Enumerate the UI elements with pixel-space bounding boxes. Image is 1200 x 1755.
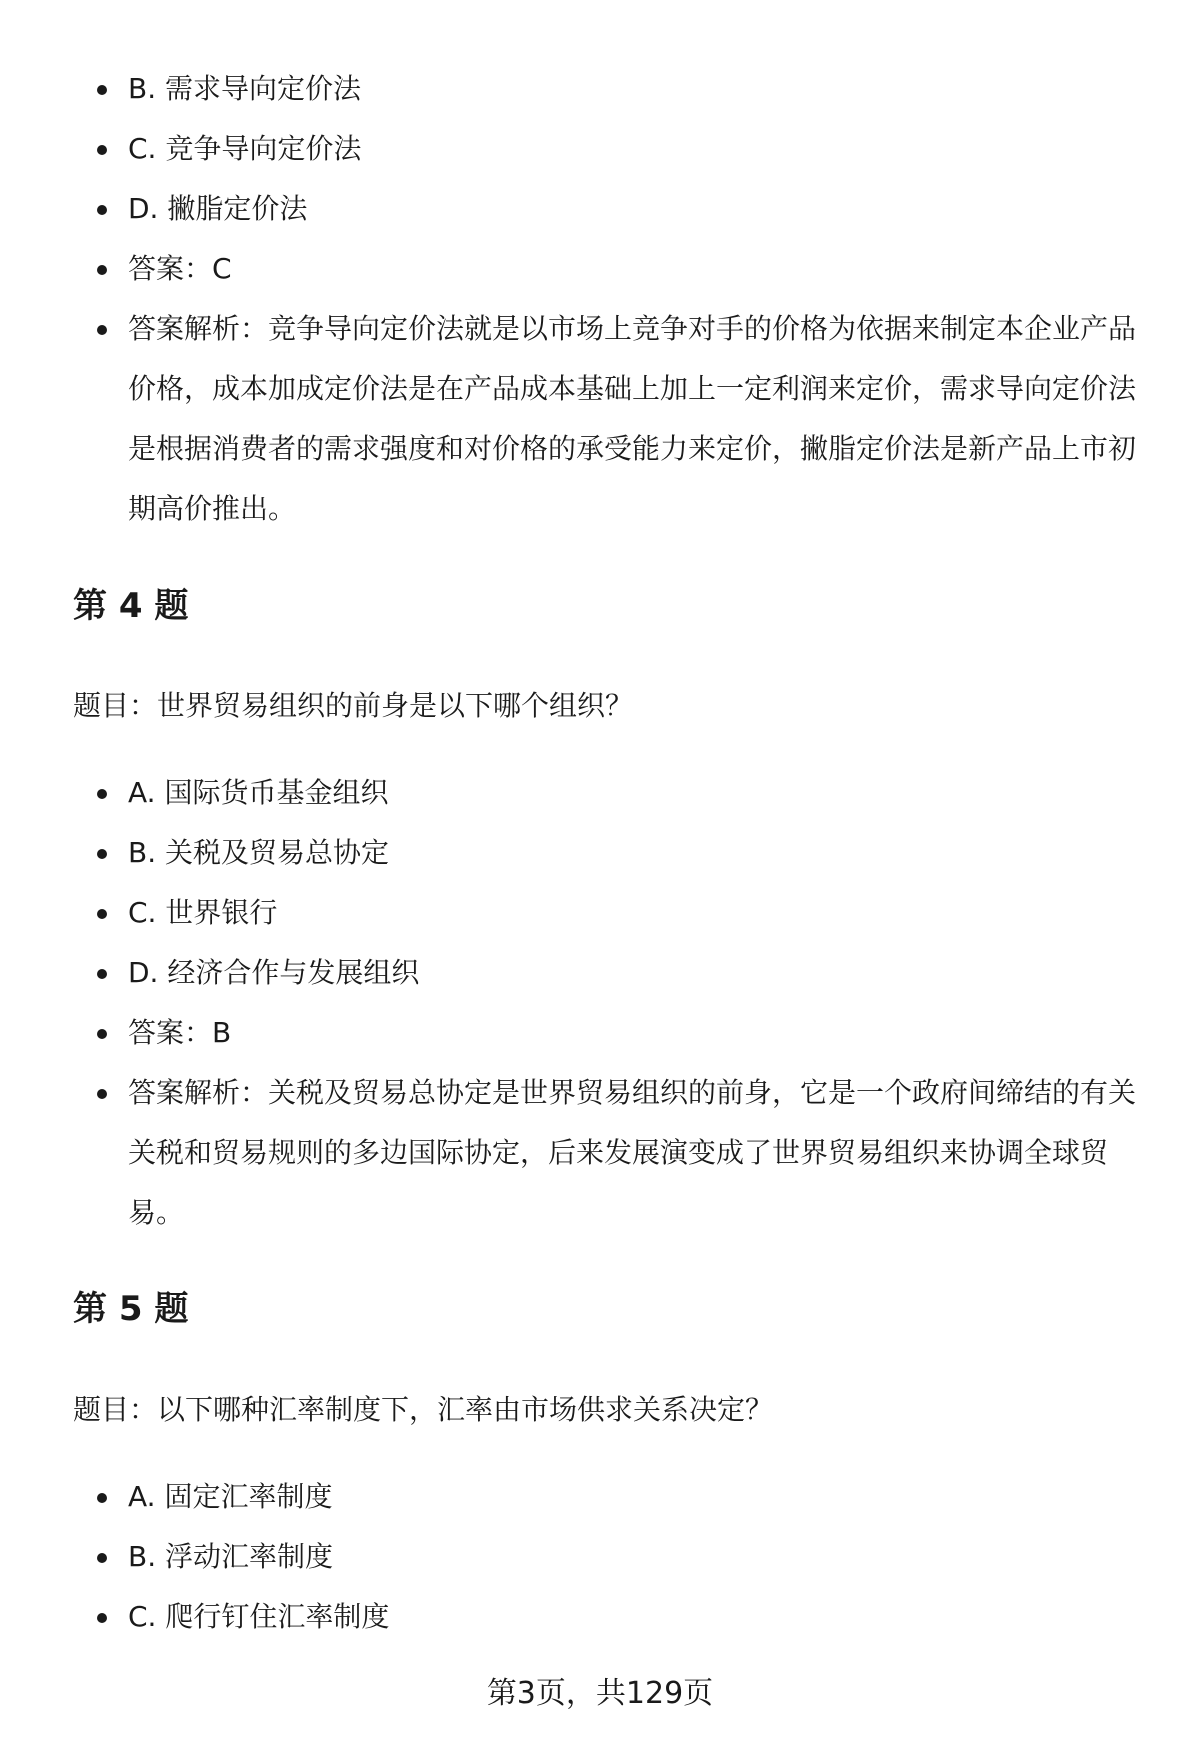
bullet-icon [97,205,107,215]
q5-question: 题目：以下哪种汇率制度下，汇率由市场供求关系决定？ [73,1393,774,1426]
q5-heading: 第 5 题 [73,1289,189,1329]
bullet-icon [97,789,107,799]
q5-option-a: A. 固定汇率制度 [128,1480,333,1513]
list-item [0,823,1140,883]
q4-option-b: B. 关税及贸易总协定 [128,836,390,869]
q4-option-c: C. 世界银行 [128,896,278,929]
q4-heading: 第 4 题 [73,586,189,626]
list-item [0,1063,1140,1243]
bullet-icon [97,969,107,979]
bullet-icon [97,1553,107,1563]
q4-option-list [0,763,1140,1243]
q3-answer: 答案：C [128,252,232,285]
bullet-icon [97,909,107,919]
q3-option-list [0,59,1140,539]
q3-option-b: B. 需求导向定价法 [128,72,362,105]
list-item [0,1587,1140,1647]
list-item [0,299,1140,539]
list-item [0,239,1140,299]
q4-answer: 答案：B [128,1016,232,1049]
q4-option-d: D. 经济合作与发展组织 [128,956,420,989]
bullet-icon [97,1613,107,1623]
list-item [0,1527,1140,1587]
list-item [0,59,1140,119]
q4-question: 题目：世界贸易组织的前身是以下哪个组织？ [73,689,634,722]
bullet-icon [97,325,107,335]
bullet-icon [97,85,107,95]
page-number: 第3页，共129页 [486,1676,714,1711]
bullet-icon [97,1493,107,1503]
bullet-icon [97,265,107,275]
bullet-icon [97,145,107,155]
list-item [0,1467,1140,1527]
q5-option-list [0,1467,1140,1647]
list-item [0,883,1140,943]
q3-option-c: C. 竞争导向定价法 [128,132,362,165]
list-item [0,1003,1140,1063]
q4-explanation: 答案解析：关税及贸易总协定是世界贸易组织的前身，它是一个政府间缔结的有关关税和贸易规则的多边国际协定，后来发展演变成了世界贸易组织来协调全球贸易。 [128,1076,1137,1229]
list-item [0,763,1140,823]
q5-option-c: C. 爬行钉住汇率制度 [128,1600,390,1633]
q5-option-b: B. 浮动汇率制度 [128,1540,334,1573]
list-item [0,943,1140,1003]
bullet-icon [97,1029,107,1039]
bullet-icon [97,1089,107,1099]
list-item [0,179,1140,239]
q4-option-a: A. 国际货币基金组织 [128,776,389,809]
q3-option-d: D. 撇脂定价法 [128,192,308,225]
list-item [0,119,1140,179]
q3-explanation: 答案解析：竞争导向定价法就是以市场上竞争对手的价格为依据来制定本企业产品价格，成本加成定价法是在产品成本基础上加上一定利润来定价，需求导向定价法是根据消费者的需求强度和对价格的承受能力来定价，撇脂定价法是新产品上市初期高价推出。 [128,312,1137,525]
bullet-icon [97,849,107,859]
